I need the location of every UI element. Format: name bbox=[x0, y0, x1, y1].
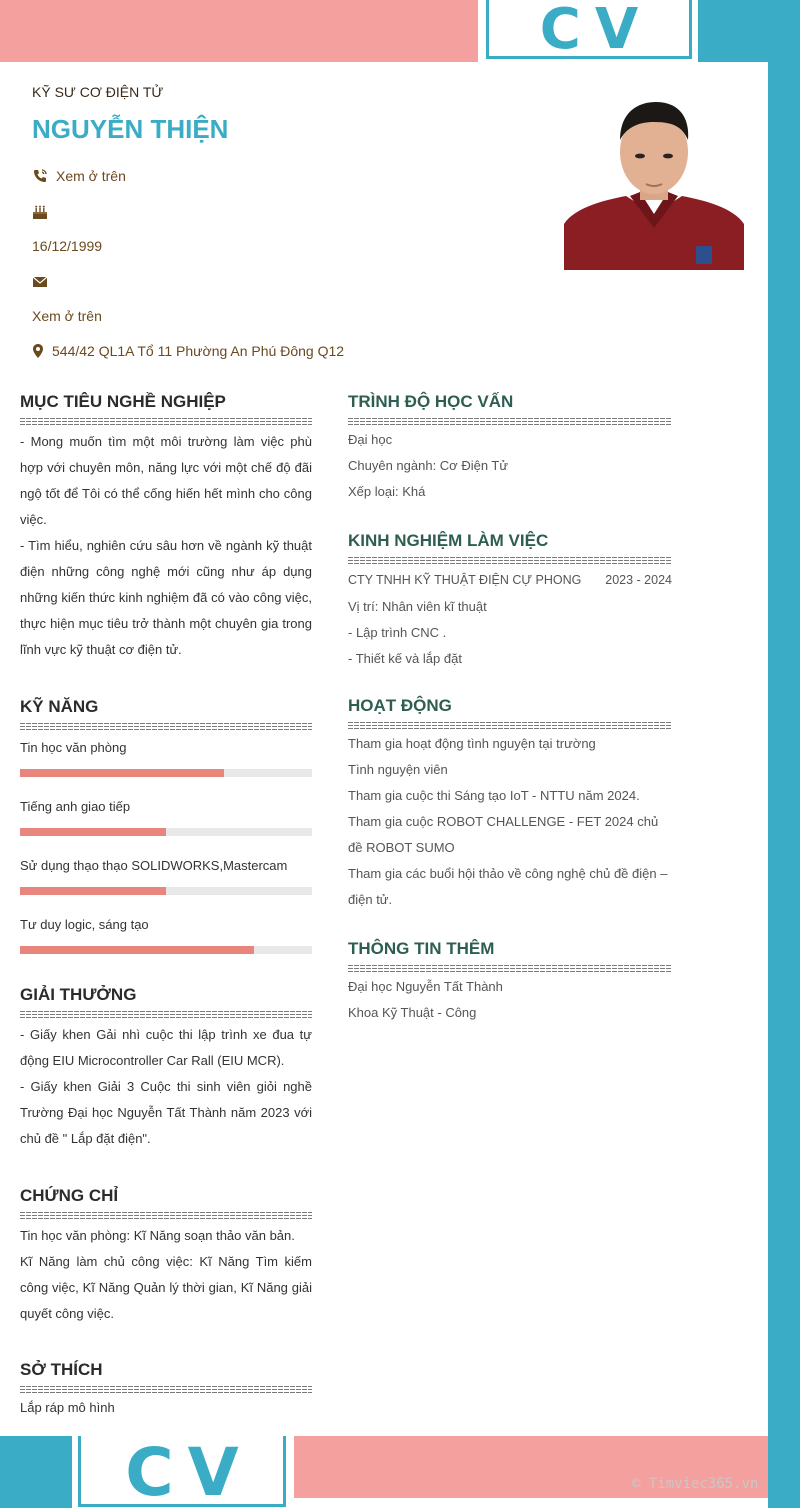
cv-logo-bottom bbox=[78, 1434, 286, 1511]
skill-bar-fill bbox=[20, 946, 254, 954]
section-divider bbox=[348, 722, 672, 729]
experience-period: 2023 - 2024 bbox=[605, 573, 672, 587]
email-icon-row bbox=[32, 274, 56, 290]
cv-logo-top bbox=[486, 0, 692, 62]
activity-item: Tham gia các buổi hội thảo về công nghệ chủ đề điện – điện tử. bbox=[348, 866, 668, 907]
cv-logo-bottom-text: CV bbox=[125, 1434, 253, 1511]
extra-info-section bbox=[348, 939, 672, 1026]
skill-bar bbox=[20, 946, 312, 954]
skill-bar bbox=[20, 887, 312, 895]
phone-icon bbox=[32, 168, 48, 184]
phone-value: Xem ở trên bbox=[56, 168, 126, 184]
skill-item bbox=[20, 740, 312, 777]
skill-label: Tư duy logic, sáng tạo bbox=[20, 917, 149, 932]
experience-section bbox=[348, 531, 672, 672]
candidate-name: NGUYỄN THIỆN bbox=[32, 114, 229, 144]
skill-bar bbox=[20, 769, 312, 777]
education-level: Đại học bbox=[348, 432, 393, 447]
skill-bar-fill bbox=[20, 769, 224, 777]
section-divider bbox=[20, 723, 312, 730]
education-section bbox=[348, 392, 672, 505]
skills-section bbox=[20, 697, 312, 954]
hobby-text: Lắp ráp mô hình bbox=[20, 1400, 115, 1415]
hobbies-title: SỞ THÍCH bbox=[20, 1360, 103, 1379]
objective-paragraph-2: - Tìm hiểu, nghiên cứu sâu hơn về ngành kỹ thuật điện những công nghệ mới cũng như áp dụng những kiến thức kinh nghiệm đã có vào công việc, thực hiện mục tiêu trở thành một chuyên gia trong lĩnh vực kỹ thuật cơ điện tử. bbox=[20, 538, 312, 657]
extra-info-item: Đại học Nguyễn Tất Thành bbox=[348, 979, 503, 994]
address-row bbox=[32, 343, 344, 359]
section-divider bbox=[348, 965, 672, 972]
certificates-section bbox=[20, 1186, 312, 1327]
top-teal-block bbox=[698, 0, 800, 62]
education-major: Chuyên ngành: Cơ Điện Tử bbox=[348, 458, 509, 473]
section-divider bbox=[20, 418, 312, 425]
objective-title: MỤC TIÊU NGHỀ NGHIỆP bbox=[20, 392, 226, 411]
section-divider bbox=[348, 418, 672, 425]
award-1: - Giấy khen Gải nhì cuộc thi lập trình xe đua tự động EIU Microcontroller Car Rall (EIU MCR). bbox=[20, 1027, 312, 1068]
cv-logo-top-text: CV bbox=[539, 0, 653, 62]
certificate-1: Tin học văn phòng: Kĩ Năng soạn thảo văn bản. bbox=[20, 1228, 295, 1243]
top-pink-band bbox=[0, 0, 478, 62]
watermark: © Timviec365.vn bbox=[632, 1476, 759, 1492]
experience-header bbox=[348, 570, 672, 590]
activities-section bbox=[348, 696, 672, 913]
birthday-icon-row bbox=[32, 204, 56, 220]
extra-info-title: THÔNG TIN THÊM bbox=[348, 939, 495, 958]
award-2: - Giấy khen Giải 3 Cuộc thi sinh viên giỏi nghề Trường Đại học Nguyễn Tất Thành năm 2023 với chủ đề " Lắp đặt điện". bbox=[20, 1079, 312, 1146]
hobbies-section bbox=[20, 1360, 312, 1421]
skill-label: Sử dụng thạo thạo SOLIDWORKS,Mastercam bbox=[20, 858, 288, 873]
education-title: TRÌNH ĐỘ HỌC VẤN bbox=[348, 392, 514, 411]
certificate-2: Kĩ Năng làm chủ công việc: Kĩ Năng Tìm kiếm công việc, Kĩ Năng Quản lý thời gian, Kĩ Năng giải quyết công việc. bbox=[20, 1254, 312, 1321]
envelope-icon bbox=[32, 274, 48, 290]
activity-item: Tham gia hoạt động tình nguyện tại trường bbox=[348, 736, 596, 751]
skill-item bbox=[20, 858, 312, 895]
education-grade: Xếp loại: Khá bbox=[348, 484, 426, 499]
skill-bar-fill bbox=[20, 828, 166, 836]
objective-paragraph-1: - Mong muốn tìm một môi trường làm việc phù hợp với chuyên môn, năng lực với một chế độ đãi ngộ tốt để Tôi có thể cống hiến hết mình cho công việc. bbox=[20, 434, 312, 527]
map-marker-icon bbox=[32, 343, 44, 359]
skill-label: Tiếng anh giao tiếp bbox=[20, 799, 131, 814]
activity-item: Tham gia cuộc thi Sáng tạo IoT - NTTU năm 2024. bbox=[348, 788, 640, 803]
section-divider bbox=[20, 1212, 312, 1219]
experience-task: - Lập trình CNC . bbox=[348, 625, 447, 640]
birthday-value: 16/12/1999 bbox=[32, 238, 103, 254]
skills-title: KỸ NĂNG bbox=[20, 697, 99, 716]
email-value: Xem ở trên bbox=[32, 308, 102, 324]
address-value: 544/42 QL1A Tổ 11 Phường An Phú Đông Q12 bbox=[52, 343, 345, 359]
activity-item: Tình nguyện viên bbox=[348, 762, 448, 777]
section-divider bbox=[348, 557, 672, 564]
phone-row bbox=[32, 168, 126, 184]
experience-company: CTY TNHH KỸ THUẬT ĐIỆN CỰ PHONG bbox=[348, 573, 582, 587]
job-title: KỸ SƯ CƠ ĐIỆN TỬ bbox=[32, 84, 164, 100]
skill-item bbox=[20, 799, 312, 836]
certificates-title: CHỨNG CHỈ bbox=[20, 1186, 119, 1205]
experience-task: - Thiết kế và lắp đặt bbox=[348, 651, 462, 666]
skill-item bbox=[20, 917, 312, 954]
right-teal-stripe bbox=[768, 62, 800, 1508]
experience-position: Vị trí: Nhân viên kĩ thuật bbox=[348, 599, 487, 614]
section-divider bbox=[20, 1011, 312, 1018]
experience-title: KINH NGHIỆM LÀM VIỆC bbox=[348, 531, 549, 550]
extra-info-item: Khoa Kỹ Thuật - Công bbox=[348, 1005, 477, 1020]
awards-title: GIẢI THƯỞNG bbox=[20, 985, 137, 1004]
bottom-teal-block bbox=[0, 1436, 72, 1508]
awards-section bbox=[20, 985, 312, 1152]
skill-label: Tin học văn phòng bbox=[20, 740, 127, 755]
skill-bar bbox=[20, 828, 312, 836]
birthday-cake-icon bbox=[32, 204, 48, 220]
objective-section bbox=[20, 392, 312, 663]
skill-bar-fill bbox=[20, 887, 166, 895]
activity-item: Tham gia cuộc ROBOT CHALLENGE - FET 2024 chủ đề ROBOT SUMO bbox=[348, 814, 659, 855]
profile-photo bbox=[564, 96, 744, 270]
section-divider bbox=[20, 1386, 312, 1393]
activities-title: HOẠT ĐỘNG bbox=[348, 696, 452, 715]
